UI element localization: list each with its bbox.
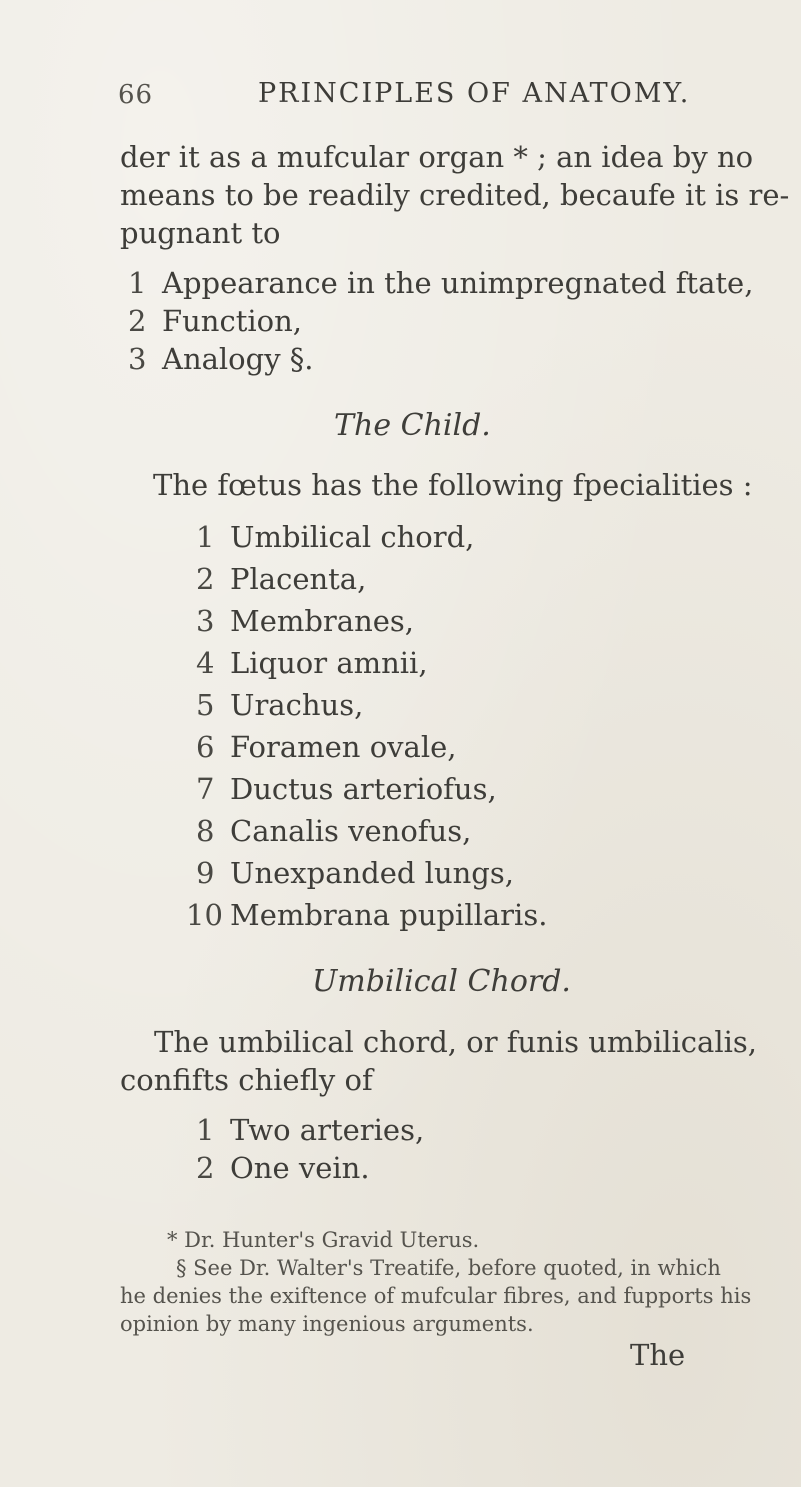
list-text: Membranes, — [230, 604, 415, 638]
child-list-item — [196, 688, 363, 722]
list-text: One vein. — [230, 1151, 370, 1185]
child-list-item — [196, 814, 471, 848]
list-number: 1 — [196, 1113, 215, 1147]
list-text: Umbilical chord, — [230, 520, 475, 554]
list-text: Function, — [162, 304, 303, 338]
child-list-item — [196, 646, 428, 680]
list-number: 7 — [196, 772, 215, 806]
list-number: 2 — [128, 304, 147, 338]
page-number: 66 — [118, 80, 154, 110]
list-number: 2 — [196, 562, 215, 596]
intro-line-2: means to be readily credited, becaufe it is re- — [120, 178, 790, 212]
list-text: Unexpanded lungs, — [230, 856, 514, 890]
running-title: PRINCIPLES OF ANATOMY. — [258, 78, 691, 109]
running-head — [0, 74, 801, 114]
footnote-1: * Dr. Hunter's Gravid Uterus. — [167, 1228, 480, 1252]
child-lead: The fœtus has the following fpecialities : — [153, 468, 753, 502]
list-text: Appearance in the unimpregnated ftate, — [162, 266, 754, 300]
section-heading-umbilical: Umbilical Chord. — [312, 964, 571, 999]
child-list-item — [196, 856, 514, 890]
list-number: 6 — [196, 730, 215, 764]
intro-list-item — [128, 342, 314, 376]
umbilical-list-item — [196, 1151, 370, 1185]
child-list-item — [196, 562, 366, 596]
list-text: Placenta, — [230, 562, 367, 596]
list-number: 10 — [186, 898, 223, 932]
catchword: The — [630, 1338, 686, 1372]
list-number: 8 — [196, 814, 215, 848]
footnote-3: he denies the exiftence of mufcular fibres, and fupports his — [120, 1284, 752, 1308]
list-number: 9 — [196, 856, 215, 890]
list-text: Ductus arteriofus, — [230, 772, 497, 806]
child-list-item — [186, 898, 547, 932]
footnote-4: opinion by many ingenious arguments. — [120, 1312, 534, 1336]
list-number: 4 — [196, 646, 215, 680]
list-number: 3 — [128, 342, 147, 376]
umbilical-line-1: The umbilical chord, or funis umbilicalis, — [154, 1025, 757, 1059]
footnote-2: § See Dr. Walter's Treatife, before quoted, in which — [176, 1256, 721, 1280]
list-text: Membrana pupillaris. — [230, 898, 548, 932]
list-number: 3 — [196, 604, 215, 638]
child-list-item — [196, 772, 497, 806]
child-list-item — [196, 604, 414, 638]
list-text: Liquor amnii, — [230, 646, 428, 680]
intro-list-item — [128, 266, 753, 300]
list-text: Two arteries, — [230, 1113, 425, 1147]
intro-line-1: der it as a mufcular organ * ; an idea by no — [120, 140, 754, 174]
child-list-item — [196, 730, 457, 764]
list-text: Analogy §. — [162, 342, 314, 376]
intro-list-item — [128, 304, 302, 338]
list-number: 1 — [196, 520, 215, 554]
list-text: Urachus, — [230, 688, 364, 722]
list-number: 2 — [196, 1151, 215, 1185]
list-number: 1 — [128, 266, 147, 300]
umbilical-line-2: confifts chiefly of — [120, 1063, 373, 1097]
list-text: Canalis venofus, — [230, 814, 472, 848]
child-list-item — [196, 520, 474, 554]
umbilical-list-item — [196, 1113, 424, 1147]
list-number: 5 — [196, 688, 215, 722]
list-text: Foramen ovale, — [230, 730, 457, 764]
intro-line-3: pugnant to — [120, 216, 281, 250]
section-heading-child: The Child. — [334, 408, 491, 443]
